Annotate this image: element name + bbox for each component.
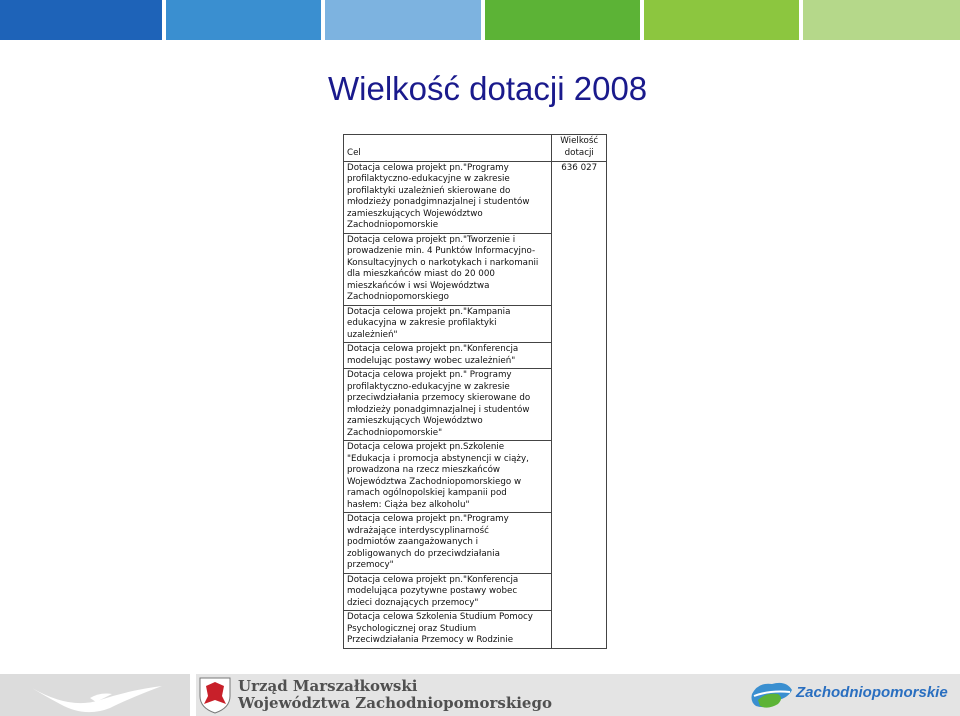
goal-text-line: przeciwdziałania przemocy skierowane do (347, 393, 531, 403)
goal-text-line: profilaktyki uzależnień skierowane do (347, 185, 511, 196)
goal-text-line: Województwa Zachodniopomorskiego w (347, 476, 522, 487)
goal-text-line: Dotacja celowa projekt pn."Konferencja (347, 574, 519, 585)
header-cel: Cel (344, 135, 552, 162)
band-segment-1 (0, 0, 162, 40)
goal-text-line: zobligowanych do przeciwdziałania (347, 548, 500, 559)
coat-of-arms-icon (198, 676, 232, 714)
goal-text-line: Psychologicznej oraz Studium (347, 623, 477, 634)
goal-cell (344, 161, 552, 233)
goal-cell (344, 369, 552, 441)
top-color-band (0, 0, 960, 40)
band-segment-5 (644, 0, 799, 40)
amount-cell: 636 027 (552, 161, 607, 648)
band-segment-4 (485, 0, 640, 40)
table-header-row (344, 135, 607, 162)
goal-text-line: dzieci doznających przemocy" (347, 597, 479, 608)
goal-text-line: uzależnień" (347, 329, 398, 340)
goal-text-line: Zachodniopomorskie" (347, 427, 443, 438)
footer-brand: Zachodniopomorskie (796, 684, 948, 701)
goal-cell (344, 343, 552, 369)
goal-text-line: Dotacja celowa projekt pn."Konferencja (347, 344, 519, 354)
goal-text-line: Dotacja celowa projekt pn."Programy (347, 162, 509, 173)
goal-text-line: edukacyjna w zakresie profilaktyki (347, 318, 497, 328)
goal-text-line: wdrażające interdyscyplinarność (347, 525, 489, 536)
slide-title: Wielkość dotacji 2008 (328, 70, 648, 107)
goal-text-line: Zachodniopomorskiego (347, 292, 449, 302)
goal-cell (344, 305, 552, 343)
goal-text-line: profilaktyczno-edukacyjne w zakresie (347, 174, 510, 184)
goal-cell (344, 611, 552, 649)
goal-text-line: dla mieszkańców miast do 20 000 (347, 269, 495, 279)
goal-text-line: Dotacja celowa projekt pn." Programy (347, 370, 512, 380)
band-segment-3 (325, 0, 481, 40)
goal-cell (344, 233, 552, 305)
goal-text-line: "Edukacja i promocja abstynencji w ciąży, (347, 453, 529, 464)
goal-text-line: Dotacja celowa projekt pn."Programy (347, 514, 509, 524)
bird-logo-icon (30, 678, 165, 714)
goal-text-line: zamieszkujących Województwo (347, 416, 483, 426)
goal-text-line: hasłem: Ciąża bez alkoholu" (347, 499, 470, 510)
goal-text-line: przemocy" (347, 560, 394, 570)
band-segment-2 (166, 0, 321, 40)
goal-text-line: modelując postawy wobec uzależnień" (347, 355, 516, 366)
footer-org-line2: Województwa Zachodniopomorskiego (238, 694, 552, 712)
goal-cell (344, 513, 552, 574)
goal-cell (344, 573, 552, 611)
goal-text-line: Konsultacyjnych o narkotykach i narkomanii (347, 257, 539, 268)
goal-text-line: Zachodniopomorskie (347, 220, 439, 230)
goal-text-line: młodzieży ponadgimnazjalnej i studentów (347, 404, 530, 415)
table-row (344, 161, 607, 233)
goal-text-line: prowadzona na rzecz mieszkańców (347, 465, 500, 475)
goal-text-line: ramach ogólnopolskiej kampanii pod (347, 488, 507, 498)
goal-text-line: prowadzenie min. 4 Punktów Informacyjno- (347, 246, 536, 256)
goal-text-line: Dotacja celowa projekt pn."Kampania (347, 306, 511, 317)
goal-text-line: młodzieży ponadgimnazjalnej i studentów (347, 197, 530, 207)
goal-text-line: Dotacja celowa projekt pn.Szkolenie (347, 442, 505, 452)
goal-text-line: Dotacja celowa projekt pn."Tworzenie i (347, 234, 516, 245)
goal-text-line: modelująca pozytywne postawy wobec (347, 586, 518, 596)
header-wielkosc: Wielkość dotacji (552, 135, 607, 162)
region-map-icon (748, 676, 794, 714)
goal-text-line: podmiotów zaangażowanych i (347, 537, 479, 547)
goal-text-line: mieszkańców i wsi Województwa (347, 280, 490, 291)
goal-text-line: zamieszkujących Województwo (347, 208, 483, 219)
goal-text-line: profilaktyczno-edukacyjne w zakresie (347, 381, 510, 392)
footer-org-line1: Urząd Marszałkowski (238, 677, 418, 695)
band-segment-6 (803, 0, 960, 40)
goal-cell (344, 441, 552, 513)
goal-text-line: Przeciwdziałania Przemocy w Rodzinie (347, 635, 514, 645)
grants-table (343, 134, 607, 649)
goal-text-line: Dotacja celowa Szkolenia Studium Pomocy (347, 612, 533, 622)
